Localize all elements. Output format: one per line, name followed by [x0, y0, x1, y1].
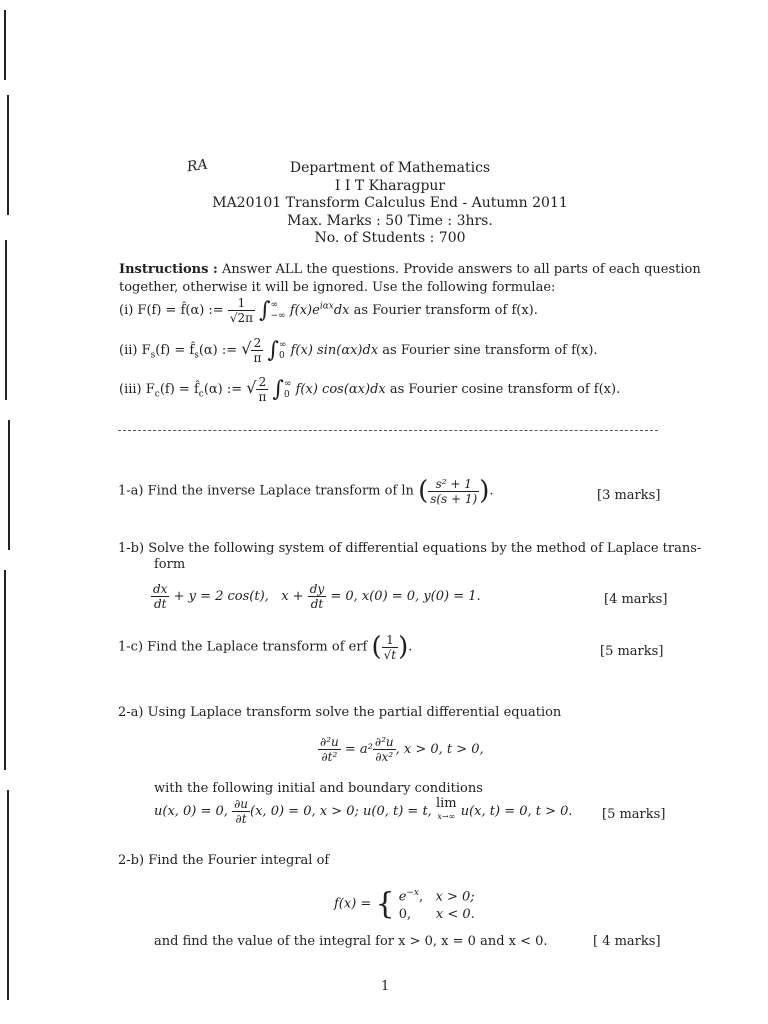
question-1a-marks: [3 marks]: [597, 488, 661, 503]
bc-den: ∂t: [235, 812, 247, 826]
formula3-sub: c: [154, 389, 160, 400]
case2-cond: x < 0.: [435, 907, 475, 923]
case1-val: e: [398, 889, 407, 905]
formula1-upper: ∞: [270, 299, 279, 310]
formula1-fraction: [228, 296, 255, 325]
formula-fourier-cosine: (iii) $F_c(f)$ = $f̂_c(\alpha)$ := √ $\frac{2}{\pi}$ ∫ ∞ 0 f(x) cos(αx)dx as Fourier cosine transform of f(x).: [119, 375, 621, 404]
question-1c-den: √t: [383, 647, 397, 662]
instructions-line-1: [119, 262, 701, 277]
page-number: 1: [381, 979, 390, 994]
question-1a-num: s² + 1: [428, 477, 479, 492]
formula2-lhs3: (α) :=: [198, 343, 238, 358]
formula2-sqrt-frac: [251, 336, 263, 365]
question-1b-marks: [4 marks]: [604, 592, 668, 607]
piecewise-fx: f(x) =: [334, 896, 372, 912]
formula3-rhs: as Fourier cosine transform of f(x).: [389, 382, 621, 397]
course-line: MA20101 Transform Calculus End - Autumn 2011: [212, 195, 568, 211]
formula2-integrand: f(x) sin(αx)dx: [290, 343, 379, 358]
question-1c-marks: [5 marks]: [600, 644, 664, 659]
question-1b-text-1: Solve the following system of differential equations by the method of Laplace trans-: [148, 541, 702, 556]
formula2-upper: ∞: [278, 339, 287, 350]
formula3-lhs3: (α) :=: [203, 382, 243, 397]
question-1c: 1-c) Find the Laplace transform of erf ( $\frac{1}{√t}$ ).: [118, 632, 413, 662]
question-2a-pde: [318, 735, 484, 764]
lim-text: lim: [435, 796, 457, 811]
formula1-rhs: as Fourier transform of f(x).: [353, 303, 538, 318]
question-1b-equations: [151, 582, 481, 611]
lim-sub: x→∞: [437, 812, 456, 821]
formula1-frac-num: 1: [228, 296, 255, 311]
formula2-lhs: (ii) F: [119, 343, 151, 358]
formula3-sqrt-frac: [256, 375, 268, 404]
bc-num: ∂u: [234, 797, 249, 811]
pde-r-den: ∂x²: [375, 750, 394, 764]
instructions-line-2: together, otherwise it will be ignored. Use the following formulae:: [119, 280, 556, 295]
eq-b-num: dy: [309, 582, 325, 596]
eq-a-den: dt: [153, 597, 167, 611]
question-2a-text-2: with the following initial and boundary conditions: [154, 781, 483, 796]
question-2b-label: 2-b): [118, 853, 145, 868]
question-2a-text: Using Laplace transform solve the partial differential equation: [147, 705, 562, 720]
question-1b-text-2: form: [154, 557, 186, 572]
pde-l-den: ∂t²: [321, 750, 338, 764]
formula1-exponent: iαx: [319, 301, 334, 312]
pde-r-num: ∂²u: [374, 735, 394, 749]
question-1b-line-1: [118, 541, 701, 556]
formula1-lower: −∞: [270, 310, 286, 321]
formula3-lhs2: (f) = f̂: [159, 382, 199, 397]
formula1-dx: dx: [333, 303, 350, 318]
formula2-rhs: as Fourier sine transform of f(x).: [382, 343, 598, 358]
question-2b-line-1: [118, 853, 329, 868]
institute-name: I I T Kharagpur: [334, 178, 446, 194]
students-line: No. of Students : 700: [314, 230, 466, 246]
formula2-lower: 0: [278, 350, 285, 361]
eq-a-num: dx: [153, 582, 168, 596]
question-1a-fraction: [428, 477, 479, 506]
pde-l-num: ∂²u: [320, 735, 339, 749]
question-2b-marks: [ 4 marks]: [593, 934, 661, 949]
handwritten-initials: RA: [185, 156, 209, 176]
question-2b-text-2: and find the value of the integral for x > 0, x = 0 and x < 0.: [154, 934, 548, 949]
marks-time-line: Max. Marks : 50 Time : 3hrs.: [287, 213, 493, 229]
question-2b-piecewise: f(x) = { $e^{-x}$, x > 0; 0, x < 0.: [334, 886, 475, 923]
question-1a-label: 1-a): [118, 483, 144, 499]
formula3-sqrt-num: 2: [256, 375, 268, 390]
question-2a-line-1: [118, 705, 561, 720]
formula2-sqrt-den: π: [253, 351, 262, 365]
formula-fourier-sine: (ii) $F_s(f)$ = $f̂_s(\alpha)$ := √ $\frac{2}{\pi}$ ∫ ∞ 0 f(x) sin(αx)dx as Fourier sine transform of f(x).: [119, 336, 598, 365]
pde-eq: = a²: [344, 742, 373, 757]
formula3-upper: ∞: [283, 378, 292, 389]
eq-b-pre: x +: [281, 589, 304, 604]
question-1b-label: 1-b): [118, 541, 145, 556]
question-1c-label: 1-c): [118, 639, 144, 655]
formula1-integral: ∫: [259, 298, 271, 323]
question-1a-text: Find the inverse Laplace transform of ln: [147, 483, 414, 499]
binding-edge: [0, 0, 22, 1024]
formula1-lhs: (i) F(f) = f̂(α) :=: [119, 303, 224, 318]
bc2: (x, 0) = 0, x > 0; u(0, t) = t,: [250, 804, 432, 819]
case2-val: 0,: [398, 907, 412, 923]
question-2a-label: 2-a): [118, 705, 144, 720]
formula2-sqrt-num: 2: [251, 336, 263, 351]
question-1c-text: Find the Laplace transform of erf: [147, 639, 368, 655]
department-title: Department of Mathematics: [289, 160, 491, 176]
formula2-sub: s: [150, 350, 156, 361]
formula1-frac-den: √2π: [229, 311, 254, 325]
formula3-lhs: (iii) F: [119, 382, 155, 397]
pde-cond: , x > 0, t > 0,: [395, 742, 484, 757]
case1-cond: x > 0;: [435, 889, 475, 905]
instructions-text-1: Answer ALL the questions. Provide answers to all parts of each question: [221, 262, 701, 277]
question-1c-num: 1: [382, 633, 398, 648]
question-2a-marks: [5 marks]: [602, 807, 666, 822]
formula3-lower: 0: [283, 389, 290, 400]
eq-b-rest: = 0, x(0) = 0, y(0) = 1.: [330, 589, 481, 604]
formula2-lhs2: (f) = f̂: [155, 343, 195, 358]
eq-b-den: dt: [310, 597, 324, 611]
formula1-integrand: f(x)e: [289, 303, 320, 318]
question-1a-den: s(s + 1): [430, 491, 478, 506]
question-1a: 1-a) Find the inverse Laplace transform of ln ( $\frac{\text{s² + 1}}{s(s + 1)}$ ).: [118, 476, 494, 506]
bc1: u(x, 0) = 0,: [154, 804, 228, 819]
question-2a-conditions: [154, 797, 573, 826]
formula3-integrand: f(x) cos(αx)dx: [295, 382, 386, 397]
formula3-sqrt-den: π: [258, 390, 267, 404]
instructions-label: Instructions :: [119, 262, 218, 277]
eq-a-rest: + y = 2 cos(t),: [173, 589, 269, 604]
section-divider: [118, 430, 658, 431]
question-2b-text: Find the Fourier integral of: [148, 853, 330, 868]
formula-fourier-transform: [119, 296, 538, 325]
case1-exp: −x: [406, 888, 420, 898]
bc3: u(x, t) = 0, t > 0.: [460, 804, 573, 819]
